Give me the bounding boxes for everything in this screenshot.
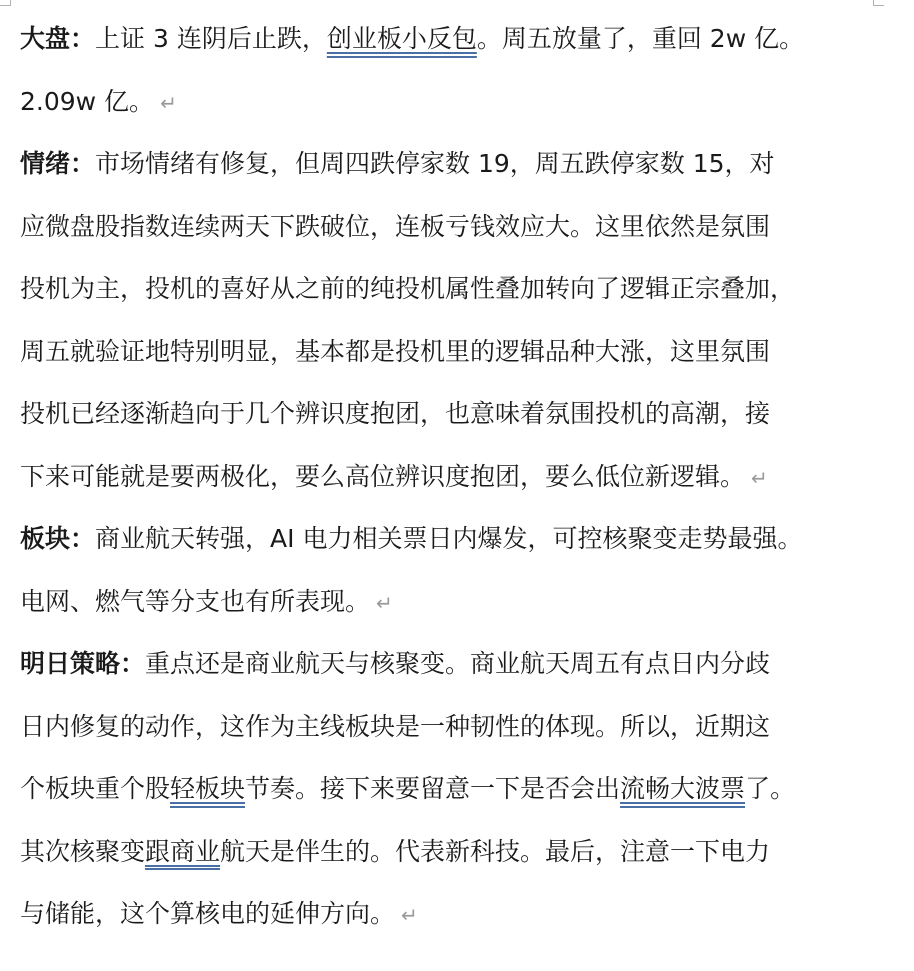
sector-label: 板块： xyxy=(20,524,96,553)
paragraph-sentiment-line-3 xyxy=(20,258,900,321)
paragraph-mark-icon: ↵ xyxy=(751,465,768,490)
paragraph-mark-icon: ↵ xyxy=(401,903,418,927)
sentiment-text: 周五就验证地特别明显，基本都是投机里的逻辑品种大涨，这里氛围 xyxy=(20,336,771,366)
strategy-text: 与储能，这个算核电的延伸方向。 xyxy=(20,899,396,928)
paragraph-market-line-1 xyxy=(20,8,900,71)
market-text: 上证 3 连阴后止跌， xyxy=(95,24,327,53)
sentiment-text: 应微盘股指数连续两天下跌破位，连板亏钱效应大。这里依然是氛围 xyxy=(20,211,771,241)
paragraph-sector-line-2 xyxy=(20,571,900,634)
spellcheck-underlined-text: 跟商业 xyxy=(145,836,221,866)
spellcheck-underlined-text: 创业板小反包 xyxy=(326,24,477,53)
paragraph-market-line-2 xyxy=(20,71,900,134)
sentiment-label: 情绪： xyxy=(20,149,96,178)
market-text: 2.09w 亿。 xyxy=(20,86,155,116)
paragraph-sentiment-line-1 xyxy=(20,133,900,196)
sentiment-text: 下来可能就是要两极化，要么高位辨识度抱团，要么低位新逻辑。 xyxy=(20,461,746,491)
sector-text: 商业航天转强，AI 电力相关票日内爆发，可控核聚变走势最强。 xyxy=(95,524,803,553)
paragraph-sentiment-line-5 xyxy=(20,383,900,446)
sentiment-text: 投机为主，投机的喜好从之前的纯投机属性叠加转向了逻辑正宗叠加， xyxy=(20,274,796,303)
paragraph-mark-icon: ↵ xyxy=(376,590,393,615)
strategy-text: 航天是伴生的。代表新科技。最后，注意一下电力 xyxy=(220,836,771,866)
strategy-text: 重点还是商业航天与核聚变。商业航天周五有点日内分歧 xyxy=(145,649,771,678)
spellcheck-underlined-text: 轻板块 xyxy=(170,774,246,803)
paragraph-strategy-line-2 xyxy=(20,696,900,759)
strategy-text: 了。 xyxy=(745,774,796,803)
paragraph-mark-icon: ↵ xyxy=(160,90,177,115)
page-corner-left xyxy=(0,0,11,6)
sentiment-text: 投机已经逐渐趋向于几个辨识度抱团，也意味着氛围投机的高潮，接 xyxy=(20,399,771,428)
document-page xyxy=(20,8,900,946)
paragraph-sentiment-line-4 xyxy=(20,321,900,384)
paragraph-strategy-line-4 xyxy=(20,821,900,884)
paragraph-sentiment-line-6 xyxy=(20,446,900,509)
paragraph-sentiment-line-2 xyxy=(20,196,900,259)
strategy-text: 个板块重个股 xyxy=(20,774,171,803)
strategy-text: 日内修复的动作，这作为主线板块是一种韧性的体现。所以，近期这 xyxy=(20,711,771,741)
sentiment-text: 市场情绪有修复，但周四跌停家数 19，周五跌停家数 15，对 xyxy=(95,149,775,178)
strategy-text: 其次核聚变 xyxy=(20,836,146,866)
market-label: 大盘： xyxy=(20,24,96,53)
sector-text: 电网、燃气等分支也有所表现。 xyxy=(20,586,371,616)
paragraph-strategy-line-3 xyxy=(20,758,900,821)
paragraph-sector-line-1 xyxy=(20,508,900,571)
paragraph-strategy-line-5 xyxy=(20,883,900,946)
strategy-label: 明日策略： xyxy=(20,649,146,678)
spellcheck-underlined-text: 流畅大波票 xyxy=(620,774,746,803)
page-corner-right xyxy=(873,0,884,6)
paragraph-strategy-line-1 xyxy=(20,633,900,696)
strategy-text: 节奏。接下来要留意一下是否会出 xyxy=(245,774,621,803)
market-text: 。周五放量了，重回 2w 亿。 xyxy=(476,24,805,53)
